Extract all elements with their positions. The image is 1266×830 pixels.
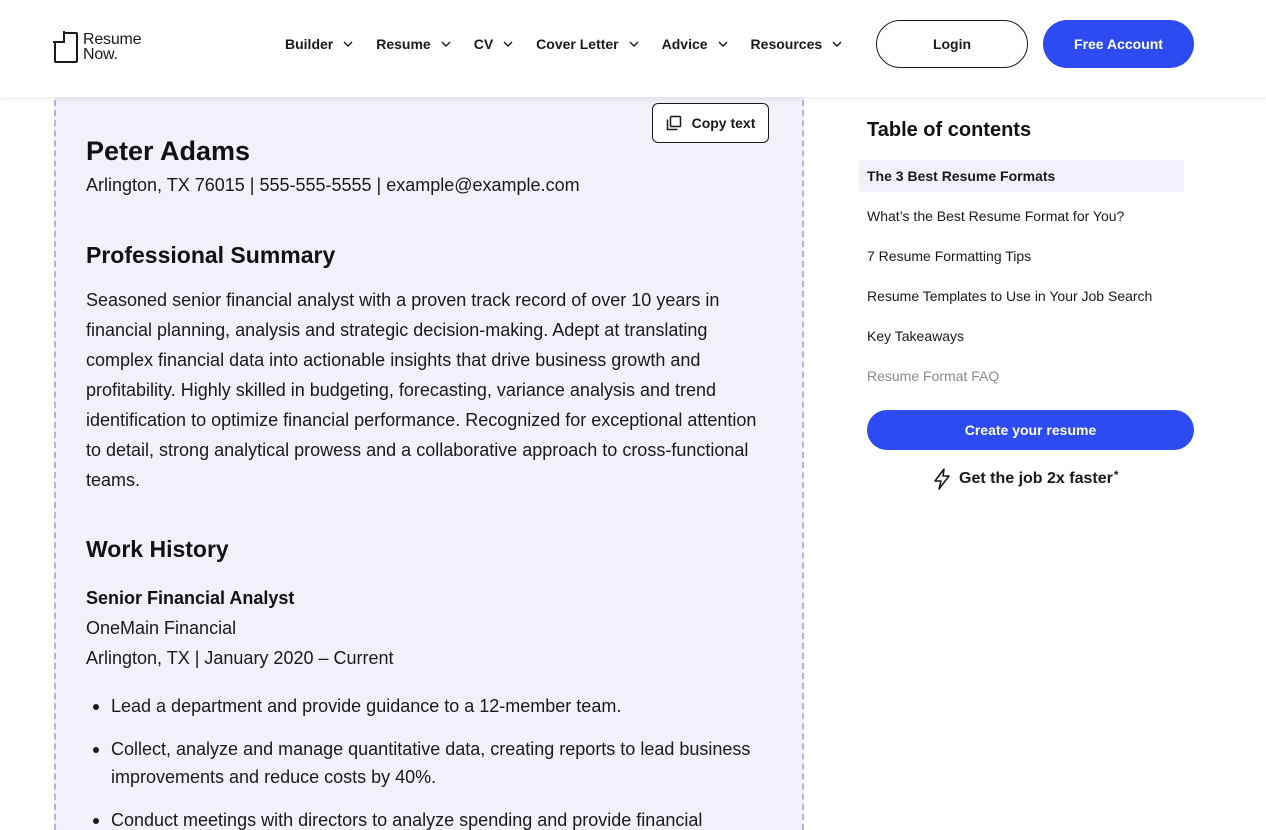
summary-heading: Professional Summary [86, 242, 336, 268]
nav-advice[interactable] [662, 34, 728, 54]
nav-cv[interactable] [474, 34, 513, 54]
toc-item-best-format-for-you[interactable]: What’s the Best Resume Format for You? [867, 208, 1125, 224]
nav-resume[interactable] [376, 34, 450, 54]
main-nav [285, 34, 865, 54]
work-history-heading: Work History [86, 536, 229, 562]
nav-label: Advice [661, 36, 708, 52]
chevron-down-icon [629, 39, 639, 49]
chevron-down-icon [343, 39, 353, 49]
logo-text [83, 32, 141, 62]
site-header [0, 0, 1266, 97]
copy-text-label: Copy text [691, 115, 756, 131]
nav-label: Builder [285, 36, 334, 52]
job-bullets [111, 692, 771, 830]
nav-label: CV [473, 36, 494, 52]
toc-item-templates[interactable]: Resume Templates to Use in Your Job Search [867, 288, 1153, 304]
logo-line1: Resume [83, 31, 142, 48]
nav-builder[interactable] [285, 34, 353, 54]
faster-tagline [933, 468, 1119, 490]
company-name: OneMain Financial [86, 618, 237, 638]
logo-line2: Now. [83, 46, 118, 63]
toc-title: Table of contents [867, 119, 1032, 141]
toc-item-faq[interactable]: Resume Format FAQ [867, 368, 1000, 384]
copy-icon [666, 115, 682, 131]
nav-resources[interactable] [751, 34, 843, 54]
lightning-icon [933, 468, 951, 490]
logo-icon [54, 32, 78, 63]
logo[interactable] [54, 30, 154, 64]
toc-item-best-formats[interactable]: The 3 Best Resume Formats [859, 160, 1184, 192]
chevron-down-icon [718, 39, 728, 49]
list-item: Conduct meetings with directors to analyze spending and provide financial [111, 806, 771, 830]
chevron-down-icon [503, 39, 513, 49]
list-item: Lead a department and provide guidance to a 12-member team. [111, 692, 771, 720]
free-account-button[interactable]: Free Account [1043, 20, 1194, 68]
chevron-down-icon [441, 39, 451, 49]
nav-label: Cover Letter [536, 36, 619, 52]
toc-item-formatting-tips[interactable]: 7 Resume Formatting Tips [867, 248, 1032, 264]
create-resume-button[interactable]: Create your resume [867, 410, 1194, 450]
faster-text: Get the job 2x faster [959, 470, 1113, 487]
job-title: Senior Financial Analyst [86, 588, 295, 608]
toc-list [859, 160, 1184, 400]
faster-asterisk: * [1113, 468, 1119, 482]
chevron-down-icon [832, 39, 842, 49]
resume-contact: Arlington, TX 76015 | 555-555-5555 | example@example.com [86, 175, 580, 195]
toc-item-key-takeaways[interactable]: Key Takeaways [867, 328, 965, 344]
list-item: Collect, analyze and manage quantitative data, creating reports to lead business improvements and reduce costs by 40%. [111, 735, 771, 791]
copy-text-button[interactable] [652, 103, 769, 143]
summary-text: Seasoned senior financial analyst with a proven track record of over 10 years in financial planning, analysis and strategic decision-making. Adept at translating complex financial data into actionable insights that drive business growth and profitability. Highly skilled in budgeting, forecasting, variance analysis and trend identification to optimize financial performance. Recognized for exceptional attention to detail, strong analytical prowess and a collaborative approach to cross-functional teams. [86, 290, 757, 490]
nav-label: Resume [376, 36, 431, 52]
login-button[interactable]: Login [876, 20, 1028, 68]
job-location-dates: Arlington, TX | January 2020 – Current [86, 648, 394, 668]
nav-label: Resources [750, 36, 823, 52]
resume-name: Peter Adams [86, 136, 251, 166]
nav-cover-letter[interactable] [536, 34, 638, 54]
